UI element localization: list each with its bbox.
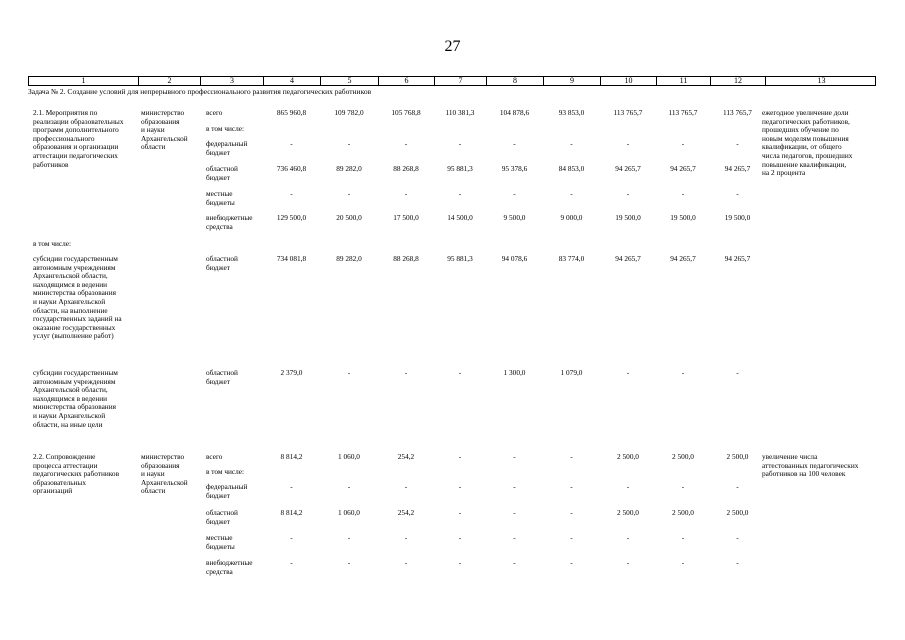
value-cell: - bbox=[570, 533, 573, 542]
value-cell: - bbox=[290, 533, 293, 542]
cell-text: образовательных bbox=[33, 477, 86, 487]
cell-text: процесса аттестации bbox=[33, 460, 98, 470]
cell-text: услуг (выполнение работ) bbox=[33, 331, 114, 341]
value-cell: 94 078,6 bbox=[501, 254, 528, 263]
value-cell: - bbox=[347, 558, 351, 567]
value-cell: - bbox=[570, 508, 573, 517]
value-cell: 104 878,6 bbox=[499, 108, 530, 117]
value-cell: 113 765,7 bbox=[723, 108, 752, 117]
value-cell: - bbox=[736, 139, 739, 148]
value-cell: 2 500,0 bbox=[617, 508, 639, 517]
cell-text: профессионального bbox=[33, 133, 95, 143]
value-cell: 734 081,8 bbox=[276, 254, 307, 263]
column-header-11: 11 bbox=[657, 77, 711, 85]
column-header-row bbox=[28, 76, 876, 86]
column-header-3: 3 bbox=[201, 77, 264, 85]
cell-text: в том числе: bbox=[206, 124, 245, 133]
value-cell: - bbox=[347, 482, 351, 491]
value-cell: - bbox=[736, 533, 739, 542]
cell-text: внебюджетные bbox=[206, 213, 253, 222]
value-cell: 14 500,0 bbox=[447, 213, 473, 222]
cell-text: бюджеты bbox=[206, 541, 235, 551]
cell-text: областной bbox=[206, 508, 238, 517]
column-header-13: 13 bbox=[817, 76, 826, 85]
cell-text: субсидии государственным bbox=[33, 368, 118, 377]
cell-text: в том числе: bbox=[33, 239, 72, 248]
cell-text: бюджет bbox=[206, 172, 230, 182]
value-cell: - bbox=[347, 533, 351, 542]
value-cell: 254,2 bbox=[397, 452, 415, 461]
value-cell: - bbox=[290, 139, 293, 148]
value-cell: - bbox=[626, 558, 630, 567]
value-cell: 19 500,0 bbox=[615, 213, 641, 222]
cell-text: в том числе: bbox=[206, 467, 245, 476]
cell-text: бюджет bbox=[206, 516, 230, 526]
value-cell: - bbox=[513, 452, 516, 461]
value-cell: - bbox=[736, 558, 739, 567]
cell-text: Архангельской bbox=[141, 477, 188, 487]
column-header-1: 1 bbox=[29, 77, 139, 85]
value-cell: 94 265,7 bbox=[724, 254, 751, 263]
value-cell: 94 265,7 bbox=[615, 254, 641, 263]
value-cell: - bbox=[458, 452, 462, 461]
cell-text: внебюджетные bbox=[206, 558, 253, 567]
value-cell: 17 500,0 bbox=[393, 213, 419, 222]
value-cell: 20 500,0 bbox=[336, 213, 362, 222]
value-cell: - bbox=[736, 368, 739, 377]
cell-text: бюджет bbox=[206, 376, 230, 386]
value-cell: - bbox=[626, 189, 630, 198]
cell-text: министерство bbox=[141, 108, 185, 117]
cell-text: увеличение числа bbox=[762, 452, 818, 461]
value-cell: 83 774,0 bbox=[558, 254, 585, 263]
cell-text: 2.2. Сопровождение bbox=[33, 452, 96, 461]
cell-text: бюджет bbox=[206, 262, 230, 272]
cell-text: Архангельской области, bbox=[33, 385, 108, 395]
cell-text: областной bbox=[206, 254, 238, 263]
value-cell: 865 960,8 bbox=[276, 108, 307, 117]
value-cell: 9 000,0 bbox=[560, 213, 583, 222]
value-cell: 110 381,3 bbox=[445, 108, 475, 117]
value-cell: 88 268,8 bbox=[393, 164, 419, 173]
value-cell: - bbox=[736, 189, 739, 198]
cell-text: местные bbox=[206, 189, 233, 198]
value-cell: 8 814,2 bbox=[280, 452, 303, 461]
value-cell: 2 500,0 bbox=[726, 508, 749, 517]
cell-text: и науки Архангельской bbox=[33, 411, 106, 420]
cell-text: федеральный bbox=[206, 139, 248, 148]
column-header-8: 8 bbox=[487, 77, 544, 85]
value-cell: - bbox=[347, 368, 351, 377]
value-cell: - bbox=[570, 452, 573, 461]
cell-text: работников bbox=[33, 159, 69, 169]
value-cell: - bbox=[458, 139, 462, 148]
page-number: 27 bbox=[444, 38, 461, 55]
value-cell: - bbox=[458, 368, 462, 377]
value-cell: 8 814,2 bbox=[280, 508, 303, 517]
cell-text: всего bbox=[206, 108, 223, 117]
value-cell: - bbox=[513, 189, 516, 198]
value-cell: 94 265,7 bbox=[670, 254, 696, 263]
cell-text: реализации образовательных bbox=[33, 116, 124, 126]
value-cell: 89 282,0 bbox=[336, 164, 362, 173]
cell-text: областной bbox=[206, 164, 238, 173]
cell-text: и науки bbox=[141, 125, 165, 135]
value-cell: - bbox=[404, 189, 408, 198]
cell-text: средства bbox=[206, 221, 233, 231]
value-cell: - bbox=[347, 139, 351, 148]
value-cell: 736 460,8 bbox=[276, 164, 307, 173]
value-cell: 9 500,0 bbox=[503, 213, 526, 222]
value-cell: 1 060,0 bbox=[338, 508, 360, 517]
column-header-5: 5 bbox=[321, 77, 379, 85]
cell-text: бюджет bbox=[206, 490, 230, 500]
cell-text: работников на 100 человек bbox=[762, 469, 846, 479]
cell-text: педагогических работников, bbox=[762, 116, 850, 126]
cell-text: области, на выполнение bbox=[33, 305, 108, 315]
cell-text: образования bbox=[141, 116, 180, 126]
cell-text: субсидии государственным bbox=[33, 254, 118, 263]
cell-text: новым моделям повышения bbox=[762, 133, 849, 143]
value-cell: - bbox=[458, 189, 462, 198]
value-cell: 84 853,0 bbox=[558, 164, 585, 173]
cell-text: и науки bbox=[141, 469, 165, 479]
value-cell: - bbox=[290, 482, 293, 491]
cell-text: бюджеты bbox=[206, 197, 235, 207]
cell-text: квалификации, от общего bbox=[762, 142, 842, 152]
cell-text: образования и организации bbox=[33, 142, 119, 152]
cell-text: и науки Архангельской bbox=[33, 297, 106, 306]
cell-text: министерства образования bbox=[33, 288, 116, 298]
column-header-9: 9 bbox=[544, 77, 601, 85]
value-cell: 129 500,0 bbox=[276, 213, 307, 222]
cell-text: находящимся в ведении bbox=[33, 279, 108, 289]
cell-text: всего bbox=[206, 452, 223, 461]
cell-text: автономным учреждениям bbox=[33, 262, 116, 272]
value-cell: 89 282,0 bbox=[336, 254, 362, 263]
value-cell: 95 378,6 bbox=[501, 164, 528, 173]
cell-text: Архангельской bbox=[141, 133, 188, 143]
cell-text: 2.1. Мероприятия по bbox=[33, 108, 98, 117]
cell-text: на 2 процента bbox=[762, 168, 806, 178]
value-cell: 1 079,0 bbox=[560, 368, 583, 377]
value-cell: - bbox=[290, 558, 293, 567]
value-cell: - bbox=[290, 189, 293, 198]
cell-text: находящимся в ведении bbox=[33, 393, 108, 403]
cell-text: федеральный bbox=[206, 482, 248, 491]
value-cell: 1 060,0 bbox=[338, 452, 360, 461]
value-cell: 95 881,3 bbox=[447, 254, 473, 263]
value-cell: 2 379,0 bbox=[280, 368, 303, 377]
cell-text: государственных заданий на bbox=[33, 314, 122, 324]
value-cell: 109 782,0 bbox=[334, 108, 364, 117]
value-cell: - bbox=[626, 368, 630, 377]
cell-text: местные bbox=[206, 533, 233, 542]
value-cell: - bbox=[570, 189, 573, 198]
value-cell: - bbox=[404, 139, 408, 148]
cell-text: организаций bbox=[33, 486, 73, 496]
column-header-2: 2 bbox=[139, 77, 201, 85]
value-cell: 2 500,0 bbox=[617, 452, 639, 461]
cell-text: области, на иные цели bbox=[33, 419, 103, 429]
value-cell: - bbox=[458, 482, 462, 491]
value-cell: - bbox=[513, 508, 516, 517]
value-cell: 254,2 bbox=[397, 508, 415, 517]
column-header-4: 4 bbox=[264, 77, 321, 85]
cell-text: аттестации педагогических bbox=[33, 151, 118, 160]
value-cell: - bbox=[458, 533, 462, 542]
value-cell: - bbox=[626, 533, 630, 542]
cell-text: числа педагогов, прошедших bbox=[762, 151, 853, 160]
value-cell: - bbox=[513, 139, 516, 148]
value-cell: - bbox=[681, 558, 685, 567]
value-cell: - bbox=[681, 189, 685, 198]
value-cell: 19 500,0 bbox=[724, 213, 751, 222]
value-cell: - bbox=[626, 482, 630, 491]
cell-text: бюджет bbox=[206, 147, 230, 157]
cell-text: Архангельской области, bbox=[33, 271, 108, 281]
column-header-10: 10 bbox=[601, 77, 657, 85]
value-cell: 94 265,7 bbox=[615, 164, 641, 173]
column-header-12: 12 bbox=[711, 77, 766, 85]
cell-text: программ дополнительного bbox=[33, 125, 119, 135]
cell-text: прошедших обучение по bbox=[762, 125, 839, 135]
cell-text: оказание государственных bbox=[33, 322, 116, 332]
value-cell: - bbox=[681, 482, 685, 491]
column-header-6: 6 bbox=[379, 77, 435, 85]
value-cell: 113 765,7 bbox=[668, 108, 698, 117]
cell-text: автономным учреждениям bbox=[33, 376, 116, 386]
value-cell: - bbox=[513, 482, 516, 491]
cell-text: области bbox=[141, 486, 166, 496]
value-cell: - bbox=[681, 139, 685, 148]
value-cell: - bbox=[347, 189, 351, 198]
task-title: Задача № 2. Создание условий для непрерывного профессионального развития педагогических работников bbox=[28, 87, 372, 96]
value-cell: 2 500,0 bbox=[672, 508, 694, 517]
cell-text: образования bbox=[141, 460, 180, 470]
cell-text: министерства образования bbox=[33, 402, 116, 412]
value-cell: - bbox=[626, 139, 630, 148]
value-cell: 95 881,3 bbox=[447, 164, 473, 173]
value-cell: - bbox=[513, 533, 516, 542]
value-cell: 93 853,0 bbox=[558, 108, 585, 117]
value-cell: 2 500,0 bbox=[726, 452, 749, 461]
cell-text: повышение квалификации, bbox=[762, 159, 847, 169]
value-cell: - bbox=[404, 482, 408, 491]
cell-text: областной bbox=[206, 368, 238, 377]
value-cell: - bbox=[736, 482, 739, 491]
value-cell: - bbox=[570, 139, 573, 148]
cell-text: педагогических работников bbox=[33, 469, 120, 479]
value-cell: 94 265,7 bbox=[670, 164, 696, 173]
value-cell: - bbox=[404, 533, 408, 542]
cell-text: аттестованных педагогических bbox=[762, 460, 859, 470]
value-cell: 19 500,0 bbox=[670, 213, 696, 222]
value-cell: 88 268,8 bbox=[393, 254, 419, 263]
cell-text: средства bbox=[206, 566, 233, 576]
value-cell: - bbox=[458, 558, 462, 567]
value-cell: 105 768,8 bbox=[391, 108, 421, 117]
value-cell: - bbox=[458, 508, 462, 517]
cell-text: ежегодное увеличение доли bbox=[762, 108, 849, 117]
value-cell: - bbox=[404, 368, 408, 377]
value-cell: - bbox=[681, 533, 685, 542]
value-cell: 2 500,0 bbox=[672, 452, 694, 461]
value-cell: - bbox=[513, 558, 516, 567]
value-cell: - bbox=[681, 368, 685, 377]
column-header-7: 7 bbox=[435, 77, 487, 85]
value-cell: 94 265,7 bbox=[724, 164, 751, 173]
value-cell: - bbox=[570, 482, 573, 491]
value-cell: - bbox=[404, 558, 408, 567]
value-cell: 1 300,0 bbox=[503, 368, 526, 377]
value-cell: 113 765,7 bbox=[613, 108, 643, 117]
value-cell: - bbox=[570, 558, 573, 567]
cell-text: министерство bbox=[141, 452, 185, 461]
cell-text: области bbox=[141, 142, 166, 152]
